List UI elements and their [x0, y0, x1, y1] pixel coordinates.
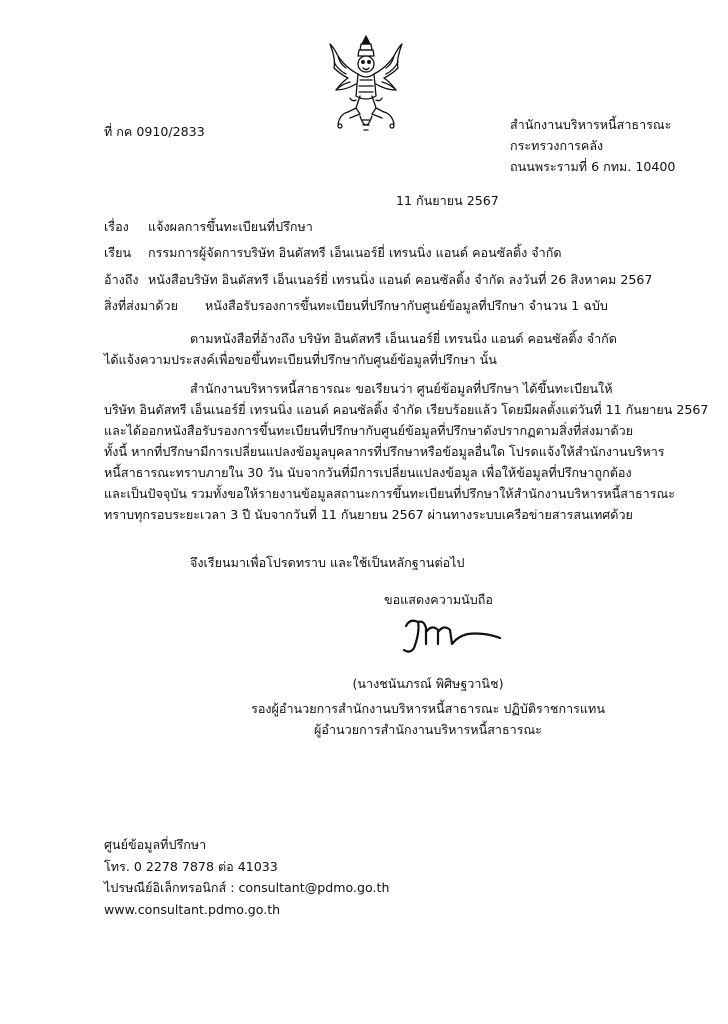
sender-address-block — [510, 114, 675, 177]
enclosure-label: สิ่งที่ส่งมาด้วย — [104, 298, 178, 313]
recipient-text: กรรมการผู้จัดการบริษัท อินดัสทรี เอ็นเนอร์ยี่ เทรนนิ่ง แอนด์ คอนซัลติ้ง จำกัด — [148, 245, 562, 260]
sender-office: สำนักงานบริหารหนี้สาธารณะ — [510, 117, 672, 132]
footer-contact-block — [104, 834, 389, 920]
subject-text: แจ้งผลการขึ้นทะเบียนที่ปรึกษา — [148, 219, 313, 234]
letter-date: 11 กันยายน 2567 — [396, 193, 499, 208]
enclosure-text: หนังสือรับรองการขึ้นทะเบียนที่ปรึกษากับศูนย์ข้อมูลที่ปรึกษา จำนวน 1 ฉบับ — [205, 298, 608, 313]
paragraph-3: จึงเรียนมาเพื่อโปรดทราบ และใช้เป็นหลักฐานต่อไป — [190, 555, 465, 570]
paragraph-2-line: สำนักงานบริหารหนี้สาธารณะ ขอเรียนว่า ศูนย์ข้อมูลที่ปรึกษา ได้ขึ้นทะเบียนให้ — [190, 381, 613, 396]
signature-image — [396, 608, 506, 658]
paragraph-2-line: และเป็นปัจจุบัน รวมทั้งขอให้รายงานข้อมูลสถานะการขึ้นทะเบียนที่ปรึกษาให้สำนักงานบริหารหนี้สาธารณะ — [104, 486, 675, 501]
sender-address: ถนนพระรามที่ 6 กทม. 10400 — [510, 159, 676, 174]
footer-email[interactable]: ไปรษณีย์อิเล็กทรอนิกส์ : consultant@pdmo.go.th — [104, 880, 390, 895]
reference-text: หนังสือบริษัท อินดัสทรี เอ็นเนอร์ยี่ เทรนนิ่ง แอนด์ คอนซัลติ้ง จำกัด ลงวันที่ 26 สิงหาคม 2567 — [148, 272, 653, 287]
closing-salutation: ขอแสดงความนับถือ — [384, 592, 493, 607]
signer-position-line-1: รองผู้อำนวยการสำนักงานบริหารหนี้สาธารณะ ปฏิบัติราชการแทน — [251, 701, 605, 716]
signer-name: (นางชนันภรณ์ พิศิษฐวานิช) — [352, 676, 504, 691]
paragraph-2-line: ทราบทุกรอบระยะเวลา 3 ปี นับจากวันที่ 11 กันยายน 2567 ผ่านทางระบบเครือข่ายสารสนเทศด้วย — [104, 507, 633, 522]
paragraph-2-line: หนี้สาธารณะทราบภายใน 30 วัน นับจากวันที่มีการเปลี่ยนแปลงข้อมูล เพื่อให้ข้อมูลที่ปรึกษาถูกต้อง — [104, 465, 632, 480]
recipient-label: เรียน — [104, 245, 132, 260]
footer-website-link[interactable]: www.consultant.pdmo.go.th — [104, 901, 281, 917]
paragraph-2-line: และได้ออกหนังสือรับรองการขึ้นทะเบียนที่ปรึกษากับศูนย์ข้อมูลที่ปรึกษาดังปรากฏตามสิ่งที่ส่งมาด้วย — [104, 423, 634, 438]
paragraph-2-line: ทั้งนี้ หากที่ปรึกษามีการเปลี่ยนแปลงข้อมูลบุคลากรที่ปรึกษาหรือข้อมูลอื่นใด โปรดแจ้งให้สำนักงานบริหาร — [104, 444, 665, 459]
reference-number: ที่ กค 0910/2833 — [104, 124, 205, 139]
footer-unit: ศูนย์ข้อมูลที่ปรึกษา — [104, 837, 207, 852]
signer-position-line-2: ผู้อำนวยการสำนักงานบริหารหนี้สาธารณะ — [314, 722, 542, 737]
footer-phone: โทร. 0 2278 7878 ต่อ 41033 — [104, 858, 278, 874]
sender-ministry: กระทรวงการคลัง — [510, 138, 604, 153]
subject-label: เรื่อง — [104, 219, 129, 234]
paragraph-2-line: บริษัท อินดัสทรี เอ็นเนอร์ยี่ เทรนนิ่ง แอนด์ คอนซัลติ้ง จำกัด เรียบร้อยแล้ว โดยมีผลตั้งแต่วันที่ 11 กันยายน 2567 — [104, 402, 709, 417]
paragraph-1-line: ได้แจ้งความประสงค์เพื่อขอขึ้นทะเบียนที่ปรึกษากับศูนย์ข้อมูลที่ปรึกษา นั้น — [104, 352, 497, 367]
reference-label: อ้างถึง — [104, 272, 139, 287]
paragraph-1-line: ตามหนังสือที่อ้างถึง บริษัท อินดัสทรี เอ็นเนอร์ยี่ เทรนนิ่ง แอนด์ คอนซัลติ้ง จำกัด — [190, 331, 617, 346]
garuda-emblem — [326, 34, 406, 138]
